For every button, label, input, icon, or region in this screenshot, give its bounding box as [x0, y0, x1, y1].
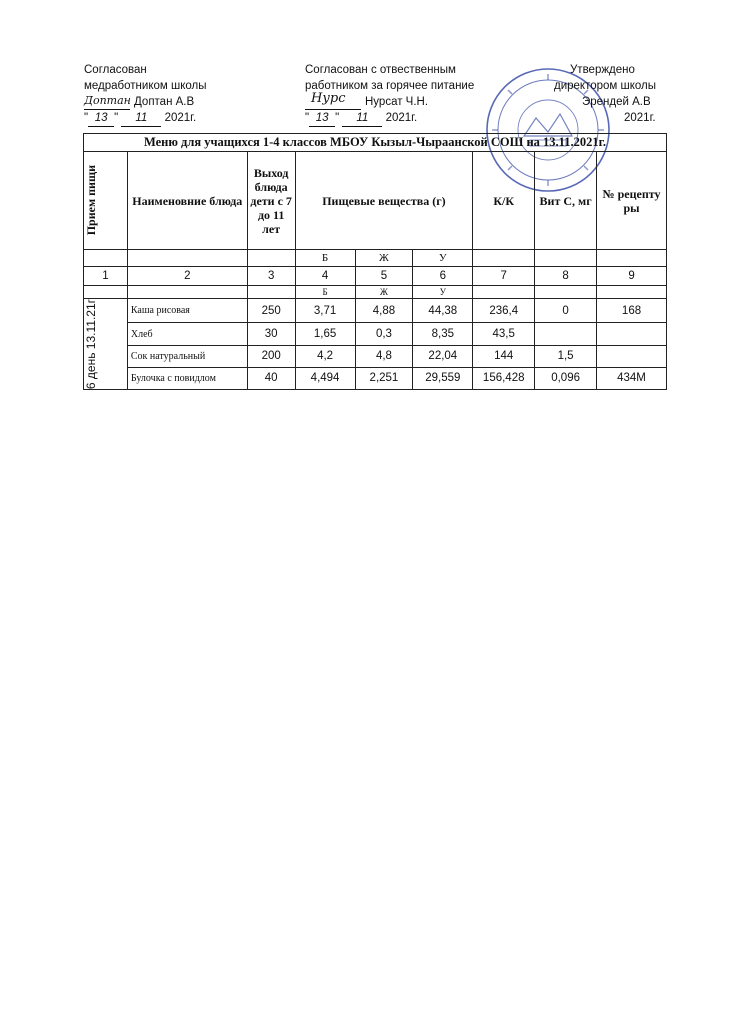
day-label: 6 день 13.11.21г	[84, 299, 98, 390]
menu-header-row	[84, 152, 667, 250]
header-meal-label: Прием пищи	[84, 165, 98, 236]
approval-medical-line2: медработником школы	[84, 80, 207, 92]
day-cell	[84, 299, 128, 390]
approval-food-line2: работником за горячее питание	[305, 80, 475, 92]
column-number: 7	[473, 267, 535, 286]
approval-medical	[84, 62, 207, 127]
menu-title: Меню для учащихся 1-4 классов МБОУ Кызыл-Чыраанской СОШ на 13.11.2021г.	[84, 134, 667, 152]
dish-zh: 4,8	[355, 345, 413, 367]
dish-vit: 0	[535, 299, 597, 323]
menu-table	[83, 133, 667, 390]
table-row	[84, 323, 667, 345]
approval-director-line2: директором школы	[554, 80, 657, 92]
column-numbers-row	[84, 267, 667, 286]
header-meal	[84, 152, 128, 250]
dish-u: 22,04	[413, 345, 473, 367]
dish-zh: 0,3	[355, 323, 413, 345]
signature-medical-script: Доптан	[84, 94, 131, 107]
signature-food-script: Нурс	[311, 91, 346, 106]
approval-director-year: 2021г.	[624, 112, 656, 124]
header-dish: Наименовние блюда	[127, 152, 247, 250]
menu-title-row	[84, 134, 667, 152]
dish-u: 29,559	[413, 367, 473, 389]
dish-kk: 236,4	[473, 299, 535, 323]
dish-zh: 2,251	[355, 367, 413, 389]
dish-b: 4,2	[295, 345, 355, 367]
dish-vit: 0,096	[535, 367, 597, 389]
approval-director-name: Эрендей А.В	[582, 96, 651, 108]
column-number: 9	[597, 267, 667, 286]
column-number: 4	[295, 267, 355, 286]
approval-director	[554, 62, 656, 126]
dish-b: 3,71	[295, 299, 355, 323]
dish-vit: 1,5	[535, 345, 597, 367]
header-vit: Вит С, мг	[535, 152, 597, 250]
column-number: 1	[84, 267, 128, 286]
approval-food-signature-row	[305, 91, 474, 110]
dish-name: Каша рисовая	[127, 299, 247, 323]
table-row	[84, 367, 667, 389]
approval-medical-day: 13	[88, 110, 114, 127]
nutrient-letters-small-row	[84, 286, 667, 299]
approval-food-year: 2021г.	[385, 112, 418, 124]
dish-output: 40	[247, 367, 295, 389]
dish-name: Сок натуральный	[127, 345, 247, 367]
column-number: 3	[247, 267, 295, 286]
nutrient-zh-small: Ж	[355, 286, 413, 299]
dish-name: Хлеб	[127, 323, 247, 345]
dish-output: 200	[247, 345, 295, 367]
signature-medical	[84, 95, 130, 110]
dish-vit	[535, 323, 597, 345]
table-row	[84, 299, 667, 323]
dish-recipe: 168	[597, 299, 667, 323]
table-row	[84, 345, 667, 367]
nutrient-u-small: У	[413, 286, 473, 299]
dish-b: 1,65	[295, 323, 355, 345]
dish-u: 8,35	[413, 323, 473, 345]
approval-food-day: 13	[309, 110, 335, 127]
dish-recipe: 434М	[597, 367, 667, 389]
nutrient-zh: Ж	[355, 250, 413, 267]
nutrient-b-small: Б	[295, 286, 355, 299]
column-number: 8	[535, 267, 597, 286]
approval-food	[305, 62, 474, 127]
header-kk: К/К	[473, 152, 535, 250]
dish-name: Булочка с повидлом	[127, 367, 247, 389]
dish-recipe	[597, 323, 667, 345]
column-number: 5	[355, 267, 413, 286]
nutrient-b: Б	[295, 250, 355, 267]
approval-medical-line1: Согласован	[84, 64, 147, 76]
approval-medical-signature-row	[84, 94, 207, 110]
column-number: 2	[127, 267, 247, 286]
approval-medical-date: " 13 " 11 2021г.	[84, 110, 207, 127]
dish-output: 250	[247, 299, 295, 323]
approval-director-line1: Утверждено	[570, 64, 635, 76]
header-output: Выход блюда дети с 7 до 11 лет	[247, 152, 295, 250]
header-recipe: № рецепту ры	[597, 152, 667, 250]
approval-medical-name: Доптан А.В	[134, 96, 195, 108]
nutrient-letters-row	[84, 250, 667, 267]
dish-kk: 43,5	[473, 323, 535, 345]
dish-u: 44,38	[413, 299, 473, 323]
approval-food-name: Нурсат Ч.Н.	[365, 96, 429, 108]
approval-food-month: 11	[342, 110, 382, 127]
dish-zh: 4,88	[355, 299, 413, 323]
dish-kk: 156,428	[473, 367, 535, 389]
signature-food	[305, 91, 361, 110]
dish-b: 4,494	[295, 367, 355, 389]
approval-medical-year: 2021г.	[164, 112, 197, 124]
dish-output: 30	[247, 323, 295, 345]
dish-recipe	[597, 345, 667, 367]
approval-medical-month: 11	[121, 110, 161, 127]
column-number: 6	[413, 267, 473, 286]
approval-food-line1: Согласован с отвественным	[305, 64, 456, 76]
header-nutrients: Пищевые вещества (г)	[295, 152, 473, 250]
nutrient-u: У	[413, 250, 473, 267]
dish-kk: 144	[473, 345, 535, 367]
approval-food-date: " 13 " 11 2021г.	[305, 110, 474, 127]
